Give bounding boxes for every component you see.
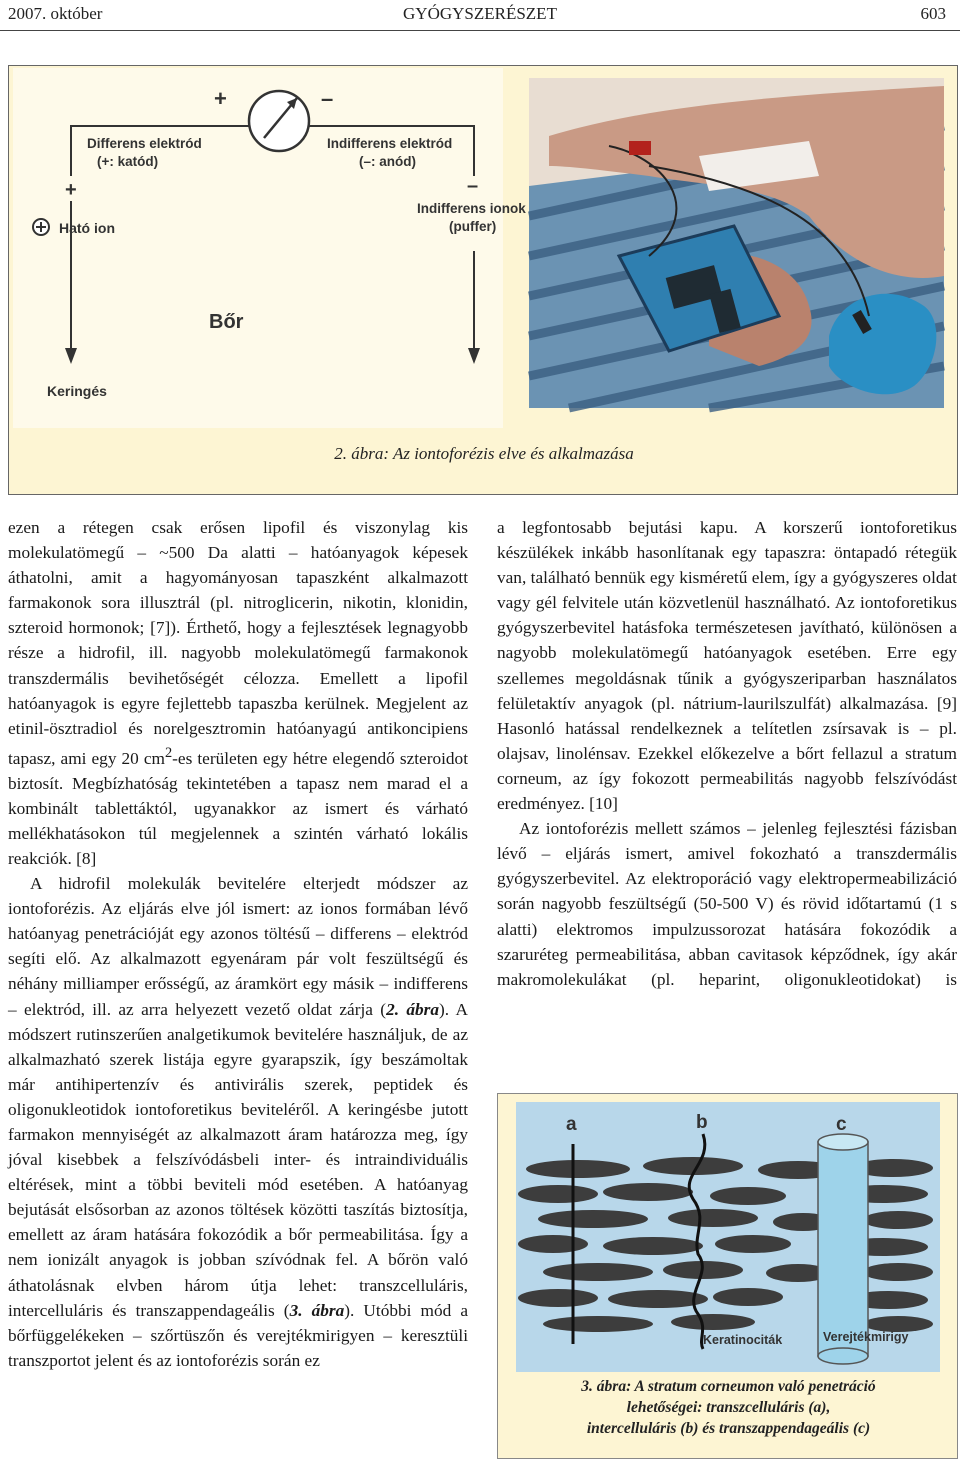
header-journal: GYÓGYSZERÉSZET xyxy=(403,4,557,23)
plus-left-label: + xyxy=(65,179,77,201)
indifferens-ionok-label-1: Indifferens ionok xyxy=(417,201,526,216)
differens-label-1: Differens elektród xyxy=(87,136,202,151)
right-paragraph-2: Az iontoforézis mellett számos – jelenleg fejlesztési fázisban lévő – eljárás ismert, amivel fokozható a transzdermális gyógyszerbevitel. Az elektroporáció vagy elektropermeabilizáció során nagyobb feszültségű (50-500 V) és rövid időtartamú (1 s alatti) elektromos impulzussorozat hatására fokozódik a szaruréteg permeabilitása, abban cavitasok képződnek, így akár makromolekulákat (pl. heparint, oligonukleotidokat) is xyxy=(497,819,957,989)
bor-label: Bőr xyxy=(209,311,244,333)
right-paragraph-1: a legfontosabb bejutási kapu. A korszerű iontoforetikus készülékek inkább hasonlítanak egy tapaszra: öntapadó rétegük van, található bennük egy kisméretű elem, így a gyógyszeres oldat vagy gél felvitele után közvetlenül használható. Az iontoforetikus gyógyszerbevitel hatásfoka természetesen javítható, különösen a nagyobb molekulatömegű hatóanyagok esetében. Erre egy szellemes megoldásnak tűnik a gyógyszeriparban használatos felületaktív anyagok (pl. nátrium-laurilszulfát) alkalmazása. [9] Hasonló hatással rendelkeznek a telítetlen zsírsavak is – pl. olajsav, linolénsav. Ezekkel előkezelve a bőrt fellazul a stratum corneum, az így fokozott permeabilitás nagyobb felszívódást eredményez. [10] xyxy=(497,518,957,814)
left-paragraph-2: A hidrofil molekulák bevitelére elterjedt módszer az iontoforézis. Az eljárás elve jól ismert: az ionos formában lévő hatóanyag penetrációját egy azonos töltésű – differens – elektród segíti elő. Az alkalmazott egyenáram pár volt feszültségű és néhány milliamper erősségű, az áramkört egy másik – indifferens – elektród, ill. az arra helyezett vezető oldat zárja (2. ábra). A módszert rutinszerűen analgetikumok bevitelére használjuk, de az alkalmazható szerek listája egyre gyarapszik, így beszámoltak már antihipertenzív és antivirális szerek, peptidek és oligonukleotidok iontoforetikus beviteléről. A keringésbe jutott farmakon mennyiségét az alkalmazott áram határozza meg, így jóval kisebbek a felszívódásbeli inter- és intraindividuális eltérések, mint a többi beviteli mód esetében. A hatóanyag bejutását elsősorban az azonos töltések közötti taszítás biztosítja, emellett az áram hatására fokozódik a bőr permeabilitása. Így a nem ionizált anyagok is jobban szívódnak fel. A bőrön való áthatolásnak elvben három útja lehet: transzcelluláris, intercelluláris és transzappendageális (3. ábra). Utóbbi mód a bőrfüggelékeken – szőrtüszőn és verejtékmirigyen – keresztüli transzportot jelent és az iontoforézis során ez xyxy=(8,874,468,1370)
header-rule xyxy=(0,30,960,31)
differens-label-2: (+: katód) xyxy=(97,154,159,169)
left-column xyxy=(8,515,468,1373)
figure-2-reference: 2. ábra xyxy=(386,999,440,1019)
indifferens-label-1: Indifferens elektród xyxy=(327,136,453,151)
minus-right-label: – xyxy=(467,175,479,197)
right-column xyxy=(497,515,957,992)
figure-3-caption: 3. ábra: A stratum corneumon való penetráció lehetőségei: transzcelluláris (a), intercelluláris (b) és transzappendageális (c) xyxy=(581,1378,876,1437)
header-page-number: 603 xyxy=(920,4,946,23)
label-a: a xyxy=(566,1114,577,1135)
sweat-gland-cylinder xyxy=(818,1142,868,1356)
verejtekmirigy-label: Verejtékmirigy xyxy=(823,1330,909,1344)
figure-2-drawing xyxy=(9,66,957,494)
label-c: c xyxy=(836,1114,847,1135)
hato-ion-label: Ható ion xyxy=(59,220,115,236)
plus-top-label: + xyxy=(214,86,227,111)
keratinocitak-label: Keratinociták xyxy=(703,1333,783,1347)
iontophoresis-device-photo xyxy=(529,78,944,408)
superscript: 2 xyxy=(164,744,173,761)
figure-2 xyxy=(8,65,958,495)
figure-3 xyxy=(497,1093,958,1459)
figure-2-caption: 2. ábra: Az iontoforézis elve és alkalmazása xyxy=(334,444,634,463)
left-paragraph-1: ezen a rétegen csak erősen lipofil és viszonylag kis molekulatömegű – ~500 Da alatti – hatóanyagok képesek áthatolni, amit a hagyományosan tapaszként alkalmazott farmakonok sora illusztrál (pl. nitroglicerin, nikotin, klonidin, szteroid hormonok; [7]). Érthető, hogy a fejlesztések legnagyobb része a hidrofil, ill. nagyobb molekulatömegű farmakonok transzdermális bevihetőségét célozza. Emellett a lipofil hatóanyagok is egyre fejlettebb tapaszba kerülnek. Megjelent az etinil-ösztradiol és norelgesztromin hatóanyagú antikoncipiens tapasz, ami egy 20 $cm^2-es$ területen egy hétre elegendő szteroidot biztosít. Megbízhatóság tekintetében a tapasz nem marad el a kombinált tablettáktól, ugyanakkor az ismert és várható mellékhatásokon túl megjelennek a szintén várható lokális reakciók. [8] xyxy=(8,518,468,868)
indifferens-ionok-label-2: (puffer) xyxy=(449,219,497,234)
label-b: b xyxy=(696,1112,708,1133)
figure-3-reference: 3. ábra xyxy=(289,1300,345,1320)
keringes-label: Keringés xyxy=(47,383,107,399)
minus-top-label: – xyxy=(321,86,334,111)
indifferens-label-2: (–: anód) xyxy=(359,154,416,169)
header-date: 2007. október xyxy=(8,4,103,23)
